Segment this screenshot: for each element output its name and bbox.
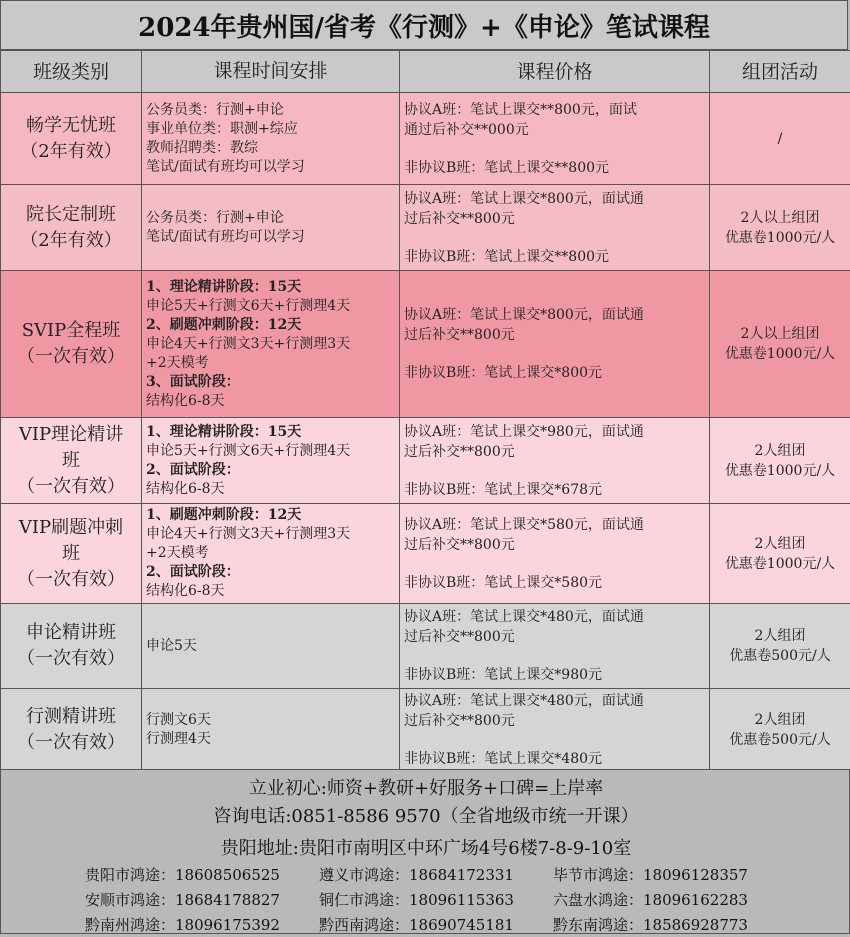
schedule-line: 笔试/面试有班均可以学习 [146,158,395,177]
price-cell [400,271,710,418]
price-non-agreement-line: 非协议B班：笔试上课交**800元 [404,158,705,178]
group-activity-cell [710,185,850,271]
schedule-line: 申论4天+行测文3天+行测理3天 [146,525,395,544]
class-name-line: （一次有效） [5,646,137,672]
price-spacer [404,731,705,749]
schedule-line: 行测文6天 [146,711,395,730]
schedule-line: 教师招聘类：教综 [146,139,395,158]
price-agreement-line: 协议A班：笔试上课交*980元，面试通 [404,422,705,442]
class-name-line: 院长定制班 [5,202,137,228]
schedule-line: 笔试/面试有班均可以学习 [146,228,395,247]
group-activity-line: 优惠卷500元/人 [711,730,849,750]
schedule-line: 1、刷题冲刺阶段：12天 [146,506,395,525]
price-spacer [404,345,705,363]
group-activity-line: 优惠卷1000元/人 [711,228,849,248]
branch-contact: 黔东南鸿途：18586928773 [553,914,748,935]
price-agreement-line: 过后补交**800元 [404,627,705,647]
class-name-line: VIP刷题冲刺 [5,515,137,541]
class-name-line: （一次有效） [5,567,137,593]
schedule-cell [142,689,400,772]
class-name-line: （一次有效） [5,730,137,756]
schedule-cell [142,185,400,271]
price-non-agreement-line: 非协议B班：笔试上课交*980元 [404,665,705,685]
branch-contact: 铜仁市鸿途：18096115363 [319,889,553,910]
header-class-type: 班级类别 [1,51,142,93]
schedule-cell [142,271,400,418]
price-agreement-line: 过后补交**800元 [404,535,705,555]
table-row [1,504,850,604]
class-name-cell [1,185,142,271]
schedule-cell [142,93,400,185]
group-activity-cell [710,504,850,604]
group-activity-cell [710,604,850,689]
class-name-cell [1,504,142,604]
footer-motto: 立业初心:师资+教研+好服务+口碑=上岸率 [1,774,850,800]
group-activity-line: 2人组团 [711,710,849,730]
schedule-line: 申论5天+行测文6天+行测理4天 [146,442,395,461]
branch-contact: 遵义市鸿途：18684172331 [319,864,553,885]
price-cell [400,504,710,604]
price-agreement-line: 过后补交**800元 [404,442,705,462]
branch-contact: 贵阳市鸿途：18608506525 [85,864,319,885]
contact-row [85,862,805,887]
table-row [1,604,850,689]
class-name-line: 班 [5,448,137,474]
group-activity-cell [710,689,850,772]
schedule-line: 1、理论精讲阶段：15天 [146,278,395,297]
price-agreement-line: 协议A班：笔试上课交*580元，面试通 [404,515,705,535]
price-agreement-line: 协议A班：笔试上课交**800元，面试 [404,100,705,120]
price-cell [400,93,710,185]
branch-contacts [85,862,805,937]
price-agreement-line: 过后补交**800元 [404,711,705,731]
price-spacer [404,229,705,247]
price-non-agreement-line: 非协议B班：笔试上课交*678元 [404,480,705,500]
schedule-line: 结构化6-8天 [146,392,395,411]
table-body [1,93,850,772]
schedule-line: 申论5天 [146,637,395,656]
schedule-line: 1、理论精讲阶段：15天 [146,423,395,442]
group-activity-line: 优惠卷1000元/人 [711,554,849,574]
group-activity-line: 优惠卷500元/人 [711,646,849,666]
group-activity-line: 2人组团 [711,441,849,461]
price-agreement-line: 协议A班：笔试上课交*800元，面试通 [404,305,705,325]
group-activity-line: 2人以上组团 [711,324,849,344]
price-cell [400,185,710,271]
price-cell [400,604,710,689]
table-header-row [1,51,850,93]
group-activity-line: 2人以上组团 [711,208,849,228]
group-activity-line: 2人组团 [711,534,849,554]
price-spacer [404,462,705,480]
class-name-cell [1,93,142,185]
schedule-line: 3、面试阶段： [146,373,395,392]
table-row [1,185,850,271]
price-non-agreement-line: 非协议B班：笔试上课交**800元 [404,247,705,267]
header-group-activity: 组团活动 [710,51,850,93]
branch-contact: 黔南州鸿途：18096175392 [85,914,319,935]
header-schedule: 课程时间安排 [142,51,400,93]
footer [0,769,850,934]
class-name-cell [1,271,142,418]
schedule-line: 公务员类：行测+申论 [146,101,395,120]
class-name-line: 申论精讲班 [5,620,137,646]
class-name-line: （一次有效） [5,344,137,370]
group-activity-cell [710,93,850,185]
price-non-agreement-line: 非协议B班：笔试上课交*480元 [404,749,705,769]
schedule-line: +2天模考 [146,354,395,373]
group-activity-cell [710,418,850,504]
class-name-line: （一次有效） [5,474,137,500]
header-price: 课程价格 [400,51,710,93]
group-activity-line: 优惠卷1000元/人 [711,461,849,481]
contact-row [85,887,805,912]
table-row [1,271,850,418]
class-name-line: （2年有效） [5,228,137,254]
group-activity-line: 优惠卷1000元/人 [711,344,849,364]
class-name-line: 畅学无忧班 [5,113,137,139]
price-cell [400,418,710,504]
schedule-line: +2天模考 [146,544,395,563]
class-name-cell [1,604,142,689]
price-spacer [404,555,705,573]
branch-contact: 六盘水鸿途：18096162283 [553,889,748,910]
group-activity-cell [710,271,850,418]
schedule-line: 2、刷题冲刺阶段：12天 [146,316,395,335]
price-agreement-line: 协议A班：笔试上课交*800元，面试通 [404,189,705,209]
schedule-cell [142,418,400,504]
price-spacer [404,140,705,158]
price-agreement-line: 协议A班：笔试上课交*480元，面试通 [404,691,705,711]
class-name-line: （2年有效） [5,139,137,165]
table-row [1,418,850,504]
price-agreement-line: 通过后补交**000元 [404,120,705,140]
branch-contact: 黔西南鸿途：18690745181 [319,914,553,935]
class-name-line: VIP理论精讲 [5,422,137,448]
price-non-agreement-line: 非协议B班：笔试上课交*580元 [404,573,705,593]
group-activity-line: 2人组团 [711,626,849,646]
price-agreement-line: 协议A班：笔试上课交*480元，面试通 [404,607,705,627]
schedule-line: 行测理4天 [146,730,395,749]
price-cell [400,689,710,772]
class-name-cell [1,418,142,504]
group-activity-line: / [711,129,849,149]
page-title: 2024年贵州国/省考《行测》+《申论》笔试课程 [0,0,848,50]
price-non-agreement-line: 非协议B班：笔试上课交*800元 [404,363,705,383]
schedule-line: 事业单位类：职测+综应 [146,120,395,139]
schedule-line: 结构化6-8天 [146,582,395,601]
schedule-cell [142,604,400,689]
class-name-line: 行测精讲班 [5,704,137,730]
footer-phone: 咨询电话:0851-8586 9570（全省地级市统一开课） [1,802,850,828]
class-name-cell [1,689,142,772]
contact-row [85,912,805,937]
schedule-cell [142,504,400,604]
footer-address: 贵阳地址:贵阳市南明区中环广场4号6楼7-8-9-10室 [1,834,850,860]
schedule-line: 公务员类：行测+申论 [146,209,395,228]
branch-contact: 毕节市鸿途：18096128357 [553,864,748,885]
schedule-line: 2、面试阶段： [146,461,395,480]
schedule-line: 申论5天+行测文6天+行测理4天 [146,297,395,316]
price-spacer [404,647,705,665]
table-row [1,93,850,185]
schedule-line: 申论4天+行测文3天+行测理3天 [146,335,395,354]
class-name-line: SVIP全程班 [5,318,137,344]
table-row [1,689,850,772]
course-table [0,50,850,772]
price-agreement-line: 过后补交**800元 [404,209,705,229]
branch-contact: 安顺市鸿途：18684178827 [85,889,319,910]
price-agreement-line: 过后补交**800元 [404,325,705,345]
class-name-line: 班 [5,541,137,567]
schedule-line: 2、面试阶段： [146,563,395,582]
schedule-line: 结构化6-8天 [146,480,395,499]
